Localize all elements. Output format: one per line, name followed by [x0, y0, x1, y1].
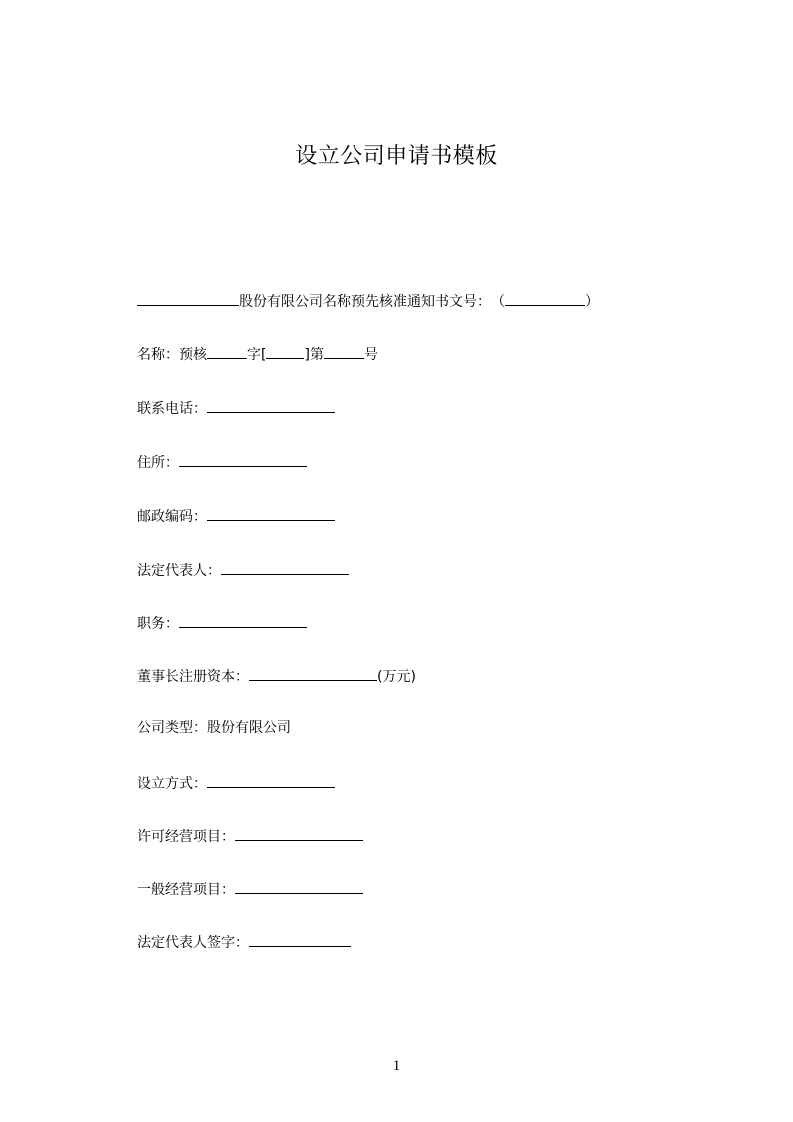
- legal-rep-signature-label: 法定代表人签字：: [137, 935, 249, 951]
- licensed-business-label: 许可经营项目：: [137, 829, 235, 845]
- notice-number-blank[interactable]: [505, 290, 585, 306]
- close-paren: ）: [585, 294, 599, 310]
- bracket-close: ]: [304, 347, 310, 363]
- registered-capital-label: 董事长注册资本：: [137, 669, 249, 685]
- postal-code-label: 邮政编码：: [137, 509, 207, 525]
- approval-notice-label: 股份有限公司名称预先核准通知书文号：: [239, 294, 491, 310]
- general-business-line: [137, 878, 363, 898]
- name-di-label: 第: [309, 347, 324, 363]
- phone-blank[interactable]: [207, 397, 335, 413]
- company-type-label: 公司类型：: [137, 720, 207, 736]
- legal-rep-blank[interactable]: [221, 559, 349, 575]
- name-year-blank[interactable]: [266, 343, 304, 359]
- company-type-value: 股份有限公司: [207, 720, 291, 736]
- address-blank[interactable]: [179, 451, 307, 467]
- address-line: [137, 451, 307, 471]
- legal-rep-line: [137, 559, 349, 579]
- name-number-blank[interactable]: [324, 343, 364, 359]
- open-paren: （: [491, 294, 505, 310]
- legal-rep-label: 法定代表人：: [137, 563, 221, 579]
- position-label: 职务：: [137, 616, 179, 632]
- name-char-label: 字: [247, 347, 261, 363]
- approval-notice-line: [137, 290, 599, 310]
- establish-method-label: 设立方式：: [137, 776, 207, 792]
- position-blank[interactable]: [179, 612, 307, 628]
- name-label: 名称：预核: [137, 347, 207, 363]
- company-name-blank[interactable]: [137, 290, 239, 306]
- postal-code-blank[interactable]: [207, 505, 335, 521]
- name-hao-label: 号: [363, 347, 378, 363]
- company-type-line: [137, 718, 291, 738]
- registered-capital-blank[interactable]: [249, 665, 377, 681]
- establish-method-blank[interactable]: [207, 772, 335, 788]
- name-line: [137, 343, 378, 363]
- postal-code-line: [137, 505, 335, 525]
- general-business-blank[interactable]: [235, 878, 363, 894]
- legal-rep-signature-line: [137, 931, 351, 951]
- name-prefix-blank[interactable]: [207, 343, 247, 359]
- phone-label: 联系电话：: [137, 401, 207, 417]
- phone-line: [137, 397, 335, 417]
- licensed-business-line: [137, 825, 363, 845]
- bracket-open: [: [261, 347, 267, 363]
- licensed-business-blank[interactable]: [235, 825, 363, 841]
- page-number: 1: [392, 1058, 401, 1074]
- registered-capital-line: [137, 665, 416, 685]
- legal-rep-signature-blank[interactable]: [249, 931, 351, 947]
- registered-capital-unit: (万元): [377, 669, 416, 685]
- page-title: 设立公司申请书模板: [295, 144, 498, 169]
- address-label: 住所：: [137, 455, 179, 471]
- general-business-label: 一般经营项目：: [137, 882, 235, 898]
- position-line: [137, 612, 307, 632]
- establish-method-line: [137, 772, 335, 792]
